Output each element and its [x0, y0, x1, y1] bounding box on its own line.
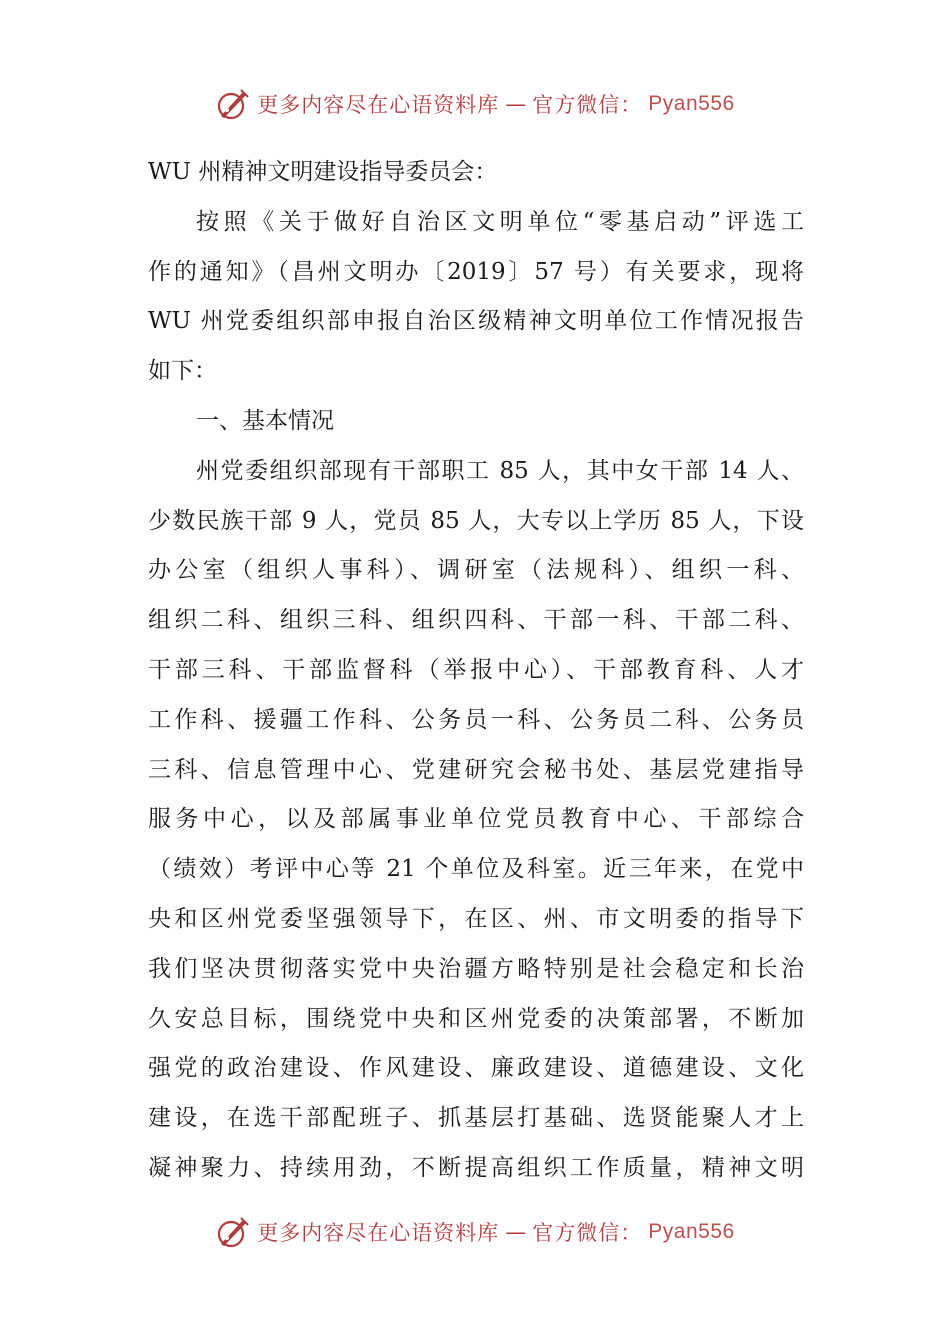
watermark-text: 更多内容尽在心语资料库 — [257, 93, 500, 117]
paragraph-line: 久安总目标，围绕党中央和区州党委的决策部署，不断加 — [148, 1005, 804, 1032]
paragraph-line: 强党的政治建设、作风建设、廉政建设、道德建设、文化 — [148, 1055, 804, 1082]
paragraph-line: 如下： — [148, 358, 217, 385]
paragraph-line: 工作科、援疆工作科、公务员一科、公务员二科、公务员 — [148, 706, 804, 733]
paragraph-line: WU 州党委组织部申报自治区级精神文明单位工作情况报告 — [148, 308, 804, 335]
paragraph-line: 我们坚决贯彻落实党中央治疆方略特别是社会稳定和长治 — [148, 955, 804, 982]
paragraph-line: 少数民族干部 9 人，党员 85 人，大专以上学历 85 人，下设 — [148, 507, 804, 534]
pen-in-circle-logo-icon — [215, 86, 251, 122]
watermark-text: 更多内容尽在心语资料库 — [257, 1221, 500, 1245]
paragraph-line: 组织二科、组织三科、组织四科、干部一科、干部二科、 — [148, 607, 804, 634]
paragraph-line: （绩效）考评中心等 21 个单位及科室。近三年来，在党中 — [148, 856, 804, 883]
section-heading: 一、基本情况 — [196, 407, 334, 434]
pen-in-circle-logo-icon — [215, 1214, 251, 1250]
header-watermark — [0, 84, 950, 124]
footer-watermark — [0, 1212, 950, 1252]
paragraph-line: 办公室（组织人事科）、调研室（法规科）、组织一科、 — [148, 557, 804, 584]
salutation: WU 州精神文明建设指导委员会： — [148, 159, 498, 185]
watermark-separator: — — [505, 1220, 527, 1244]
watermark-id: Pyan556 — [648, 92, 735, 115]
paragraph-line: 按照《关于做好自治区文明单位“零基启动”评选工 — [196, 208, 804, 235]
paragraph-line: 作的通知》（昌州文明办〔2019〕57 号）有关要求，现将 — [148, 258, 804, 285]
document-body — [148, 148, 804, 1194]
paragraph-line: 建设，在选干部配班子、抓基层打基础、选贤能聚人才上 — [148, 1105, 804, 1132]
watermark-id: Pyan556 — [648, 1220, 735, 1243]
watermark-separator: — — [505, 92, 527, 116]
paragraph-line: 州党委组织部现有干部职工 85 人，其中女干部 14 人、 — [196, 457, 804, 484]
paragraph-line: 央和区州党委坚强领导下，在区、州、市文明委的指导下 — [148, 905, 804, 932]
watermark-label: 官方微信： — [532, 93, 643, 117]
paragraph-line: 三科、信息管理中心、党建研究会秘书处、基层党建指导 — [148, 756, 804, 783]
paragraph-line: 服务中心，以及部属事业单位党员教育中心、干部综合 — [148, 806, 804, 833]
watermark-label: 官方微信： — [532, 1221, 643, 1245]
paragraph-line: 凝神聚力、持续用劲，不断提高组织工作质量，精神文明 — [148, 1154, 804, 1181]
paragraph-line: 干部三科、干部监督科（举报中心）、干部教育科、人才 — [148, 656, 804, 683]
